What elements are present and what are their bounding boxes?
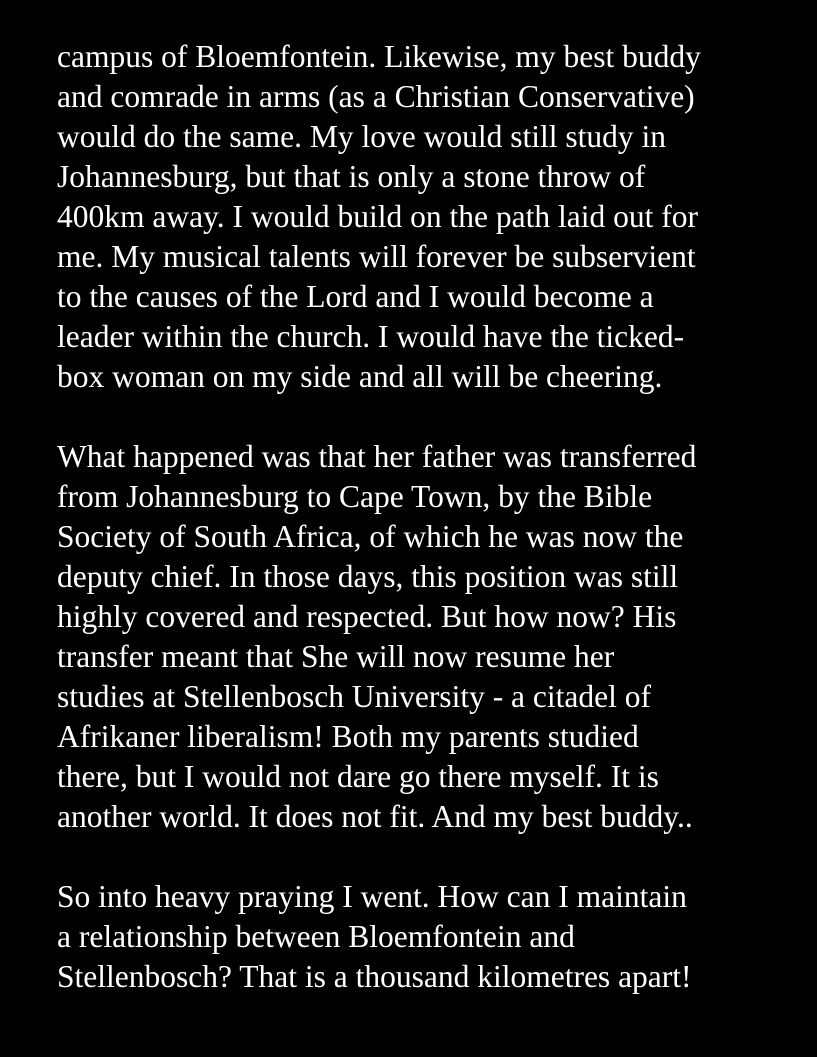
- document-body: [57, 37, 797, 997]
- text-line: studies at Stellenbosch University - a citadel of: [57, 679, 651, 714]
- text-line: a relationship between Bloemfontein and: [57, 919, 575, 954]
- text-line: Stellenbosch? That is a thousand kilometres apart!: [57, 959, 692, 994]
- text-line: So into heavy praying I went. How can I maintain: [57, 879, 687, 914]
- text-line: deputy chief. In those days, this position was still: [57, 559, 679, 594]
- text-line: 400km away. I would build on the path laid out for: [57, 199, 698, 234]
- paragraph-gap: [57, 837, 797, 877]
- paragraph-3: [57, 877, 797, 997]
- text-line: me. My musical talents will forever be subservient: [57, 239, 696, 274]
- text-line: Afrikaner liberalism! Both my parents studied: [57, 719, 639, 754]
- text-line: and comrade in arms (as a Christian Conservative): [57, 79, 695, 114]
- text-line: from Johannesburg to Cape Town, by the Bible: [57, 479, 653, 514]
- text-line: highly covered and respected. But how now? His: [57, 599, 677, 634]
- text-line: another world. It does not fit. And my best buddy..: [57, 799, 693, 834]
- text-line: transfer meant that She will now resume her: [57, 639, 615, 674]
- text-line: leader within the church. I would have the ticked-: [57, 319, 685, 354]
- text-line: there, but I would not dare go there myself. It is: [57, 759, 659, 794]
- text-line: Society of South Africa, of which he was now the: [57, 519, 684, 554]
- text-line: would do the same. My love would still study in: [57, 119, 666, 154]
- text-line: box woman on my side and all will be cheering.: [57, 359, 663, 394]
- paragraph-2: [57, 437, 797, 837]
- paragraph-1: [57, 37, 797, 397]
- text-line: to the causes of the Lord and I would become a: [57, 279, 654, 314]
- text-line: Johannesburg, but that is only a stone throw of: [57, 159, 646, 194]
- text-line: What happened was that her father was transferred: [57, 439, 697, 474]
- paragraph-gap: [57, 397, 797, 437]
- text-line: campus of Bloemfontein. Likewise, my best buddy: [57, 39, 701, 74]
